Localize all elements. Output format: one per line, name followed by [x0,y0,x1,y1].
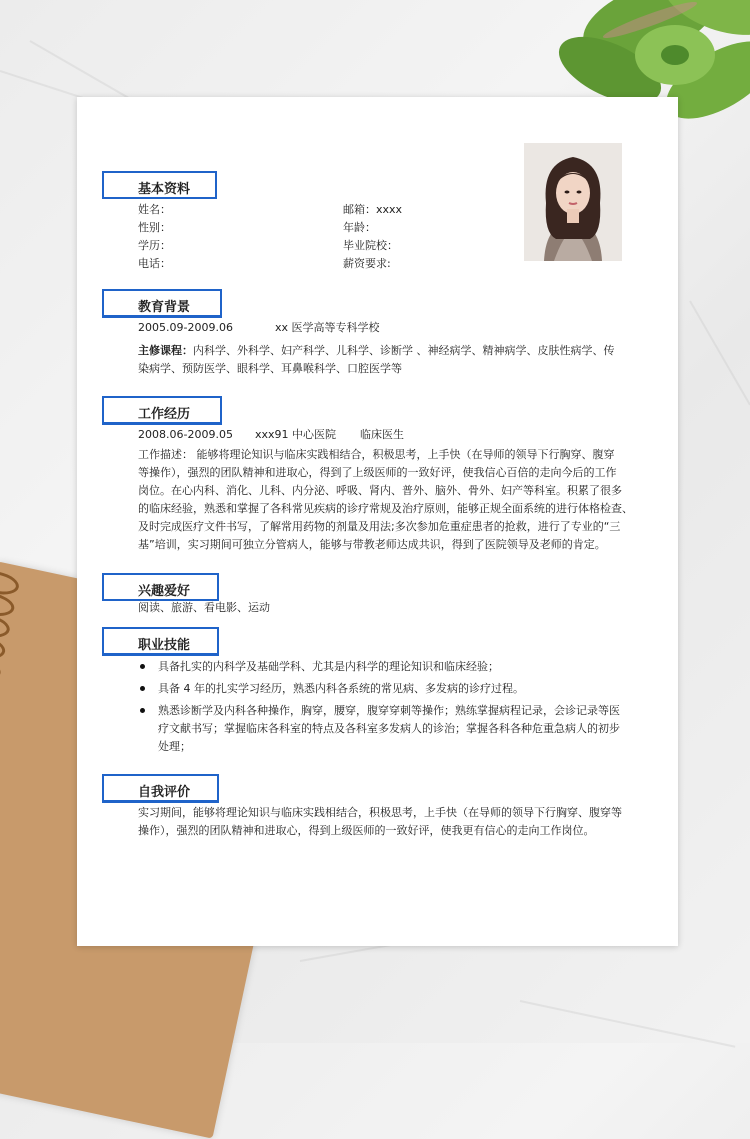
courses-line-1 [138,342,615,360]
spiral-ring [0,653,3,684]
profile-photo [524,143,622,261]
section-title: 基本资料 [138,182,191,197]
salary-label: 薪资要求: [343,257,391,270]
education-school: xx 医学高等专科学校 [275,321,380,334]
section-title: 工作经历 [138,407,191,422]
bullet-dot [140,686,145,691]
section-title: 兴趣爱好 [138,584,191,599]
hobby-text: 阅读、旅游、看电影、运动 [138,601,270,614]
work-position: 临床医生 [360,428,404,441]
section-underline [102,424,222,425]
age-label: 年龄： [343,221,376,234]
spiral-ring [0,567,21,598]
section-title: 自我评价 [138,785,191,800]
marble-streak [689,301,750,406]
bullet-dot [140,708,145,713]
work-desc-line: 及时完成医疗文件书写，了解常用药物的剂量及用法;多次参加危重症患者的抢救，进行了专业的“三 [138,520,621,533]
email-label: 邮箱：xxxx [343,203,403,216]
skill-item-line: 熟悉诊断学及内科各种操作，胸穿，腰穿，腹穿穿刺等操作；熟练掌握病程记录，会诊记录等医 [158,704,620,717]
work-desc-line: 工作描述： 能够将理论知识与临床实践相结合，积极思考，上手快（在导师的领导下行胸穿、腹穿 [138,448,615,461]
bullet-dot [140,664,145,669]
school-label: 毕业院校： [343,239,398,252]
section-title: 职业技能 [138,638,191,653]
skill-item-line: 处理； [158,740,191,753]
resume-page [77,97,678,946]
section-title: 教育背景 [138,300,191,315]
section-underline [102,802,219,803]
section-underline [102,317,222,318]
skill-item-line: 疗文献书写；掌握临床各科室的特点及各科室多发病人的诊治；掌握各科各种危重急病人的初步 [158,722,620,735]
courses-text: 内科学、外科学、妇产科学、儿科学、诊断学 、神经病学、精神病学、皮肤性病学、传 [193,344,615,357]
gender-label: 性别： [138,221,171,234]
self-eval-line: 实习期间，能够将理论知识与临床实践相结合，积极思考，上手快（在导师的领导下行胸穿、腹穿等 [138,806,622,819]
skill-item-line: 具备 4 年的扎实学习经历，熟悉内科各系统的常见病、多发病的诊疗过程。 [158,682,524,695]
work-desc-line: 岗位。在心内科、消化、儿科、内分泌、呼吸、肾内、普外、脑外、骨外、妇产等科室。积累了很多 [138,484,622,497]
work-desc-line: 等操作），强烈的团队精神和进取心，得到了上级医师的一致好评，使我信心百倍的走向今后的工作 [138,466,617,479]
work-desc-line: 的临床经验，熟悉和掌握了各科常见疾病的诊疗常规及治疗原则，能够正规全面系统的进行体格检查、 [138,502,633,515]
education-period: 2005.09-2009.06 [138,321,233,334]
work-period: 2008.06-2009.05 [138,428,233,441]
self-eval-line: 操作），强烈的团队精神和进取心，得到上级医师的一致好评，使我更有信心的走向工作岗位。 [138,824,595,837]
work-desc-line: 基”培训，实习期间可独立分管病人，能够与带教老师达成共识，得到了医院领导及老师的肯定。 [138,538,606,551]
phone-label: 电话： [138,257,171,270]
education-label: 学历： [138,239,171,252]
courses-label: 主修课程： [138,344,193,357]
courses-line-2: 染病学、预防医学、眼科学、耳鼻喉科学、口腔医学等 [138,362,402,375]
work-hospital: xxx91 中心医院 [255,428,337,441]
section-underline [102,655,219,656]
skill-item-line: 具备扎实的内科学及基础学科、尤其是内科学的理论知识和临床经验； [158,660,499,673]
marble-streak [520,1000,736,1048]
name-label: 姓名： [138,203,171,216]
